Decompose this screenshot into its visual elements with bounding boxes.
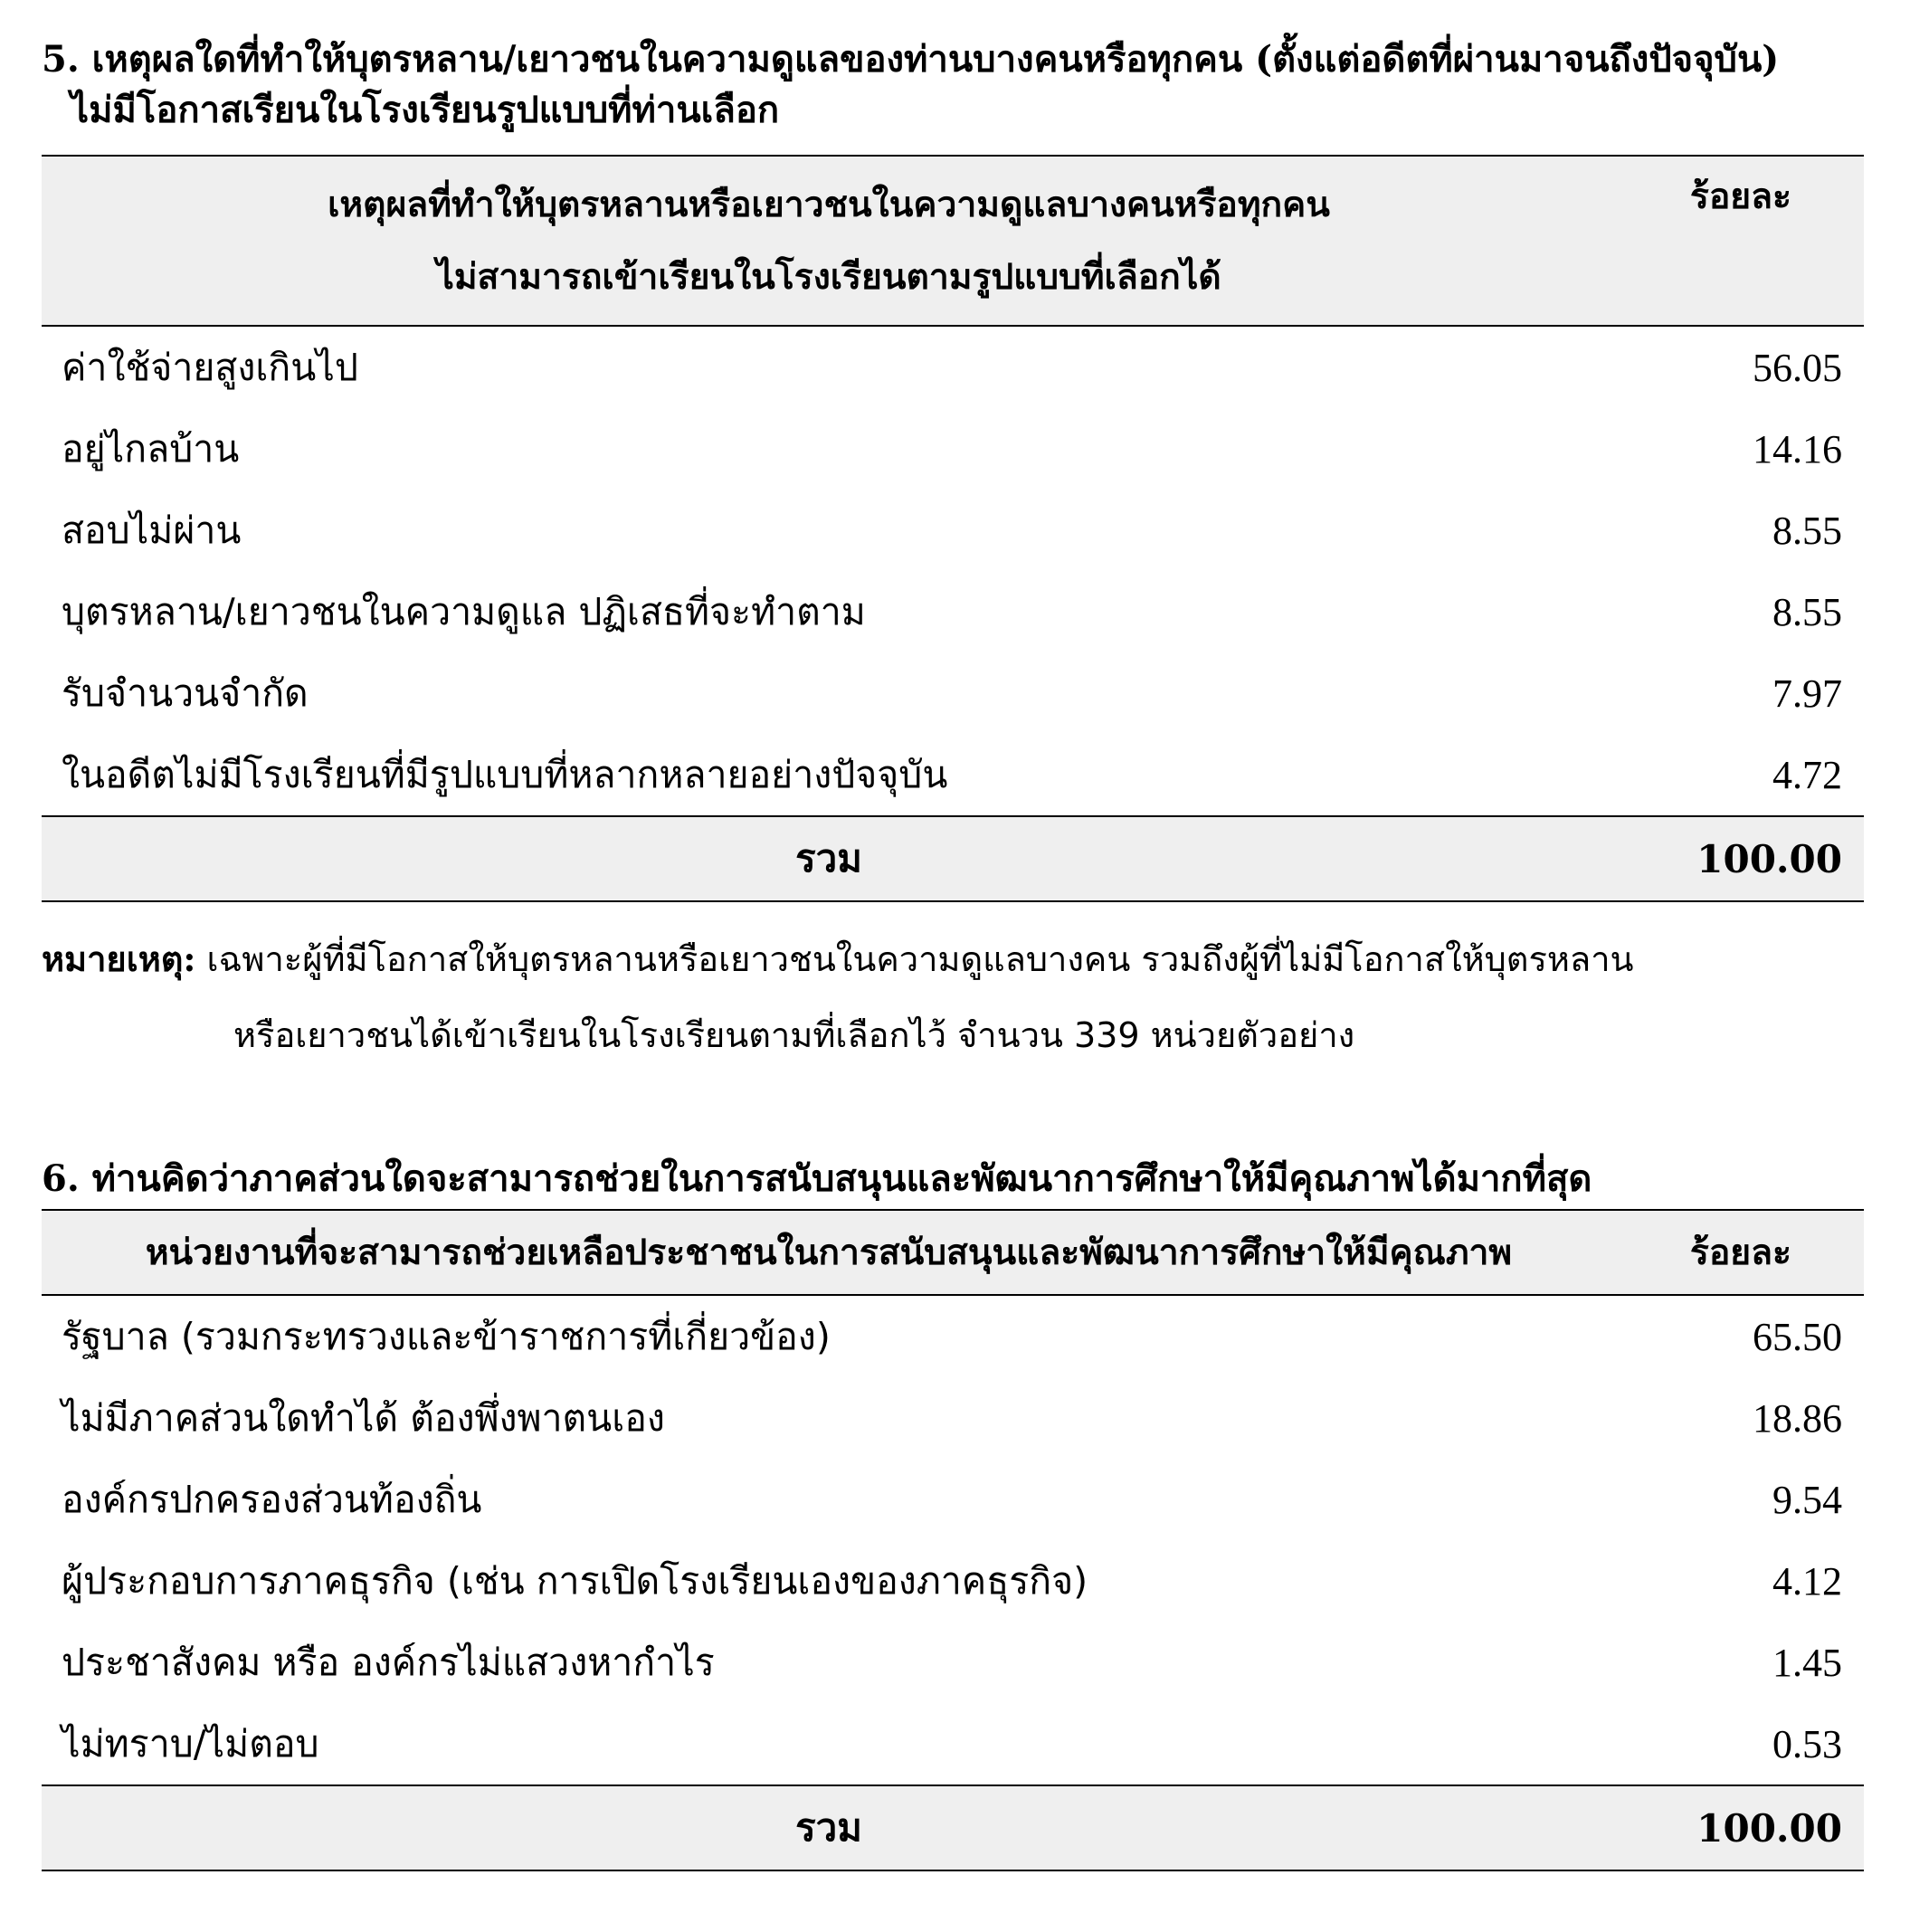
row-value: 14.16: [1753, 426, 1842, 471]
row-label: สอบไม่ผ่าน: [62, 508, 242, 552]
row-label: อยู่ไกลบ้าน: [62, 426, 240, 471]
row-label: ในอดีตไม่มีโรงเรียนที่มีรูปแบบที่หลากหลายอย่างปัจจุบัน: [62, 752, 948, 796]
table-row: [42, 734, 1864, 816]
q6-header-label: หน่วยงานที่จะสามารถช่วยเหลือประชาชนในการสนับสนุนและพัฒนาการศึกษาให้มีคุณภาพ: [42, 1210, 1616, 1295]
table-row: [42, 1540, 1864, 1622]
row-label: ผู้ประกอบการภาคธุรกิจ (เช่น การเปิดโรงเรียนเองของภาคธุรกิจ): [62, 1558, 1088, 1603]
table-row: [42, 1703, 1864, 1785]
row-value: 56.05: [1753, 345, 1842, 390]
q6-total-row: [42, 1785, 1864, 1870]
q5-header-pct: ร้อยละ: [1616, 156, 1864, 326]
row-value: 7.97: [1772, 671, 1842, 716]
q5-title-line1: 5. เหตุผลใดที่ทำให้บุตรหลาน/เยาวชนในความดูแลของท่านบางคนหรือทุกคน (ตั้งแต่อดีตที่ผ่านมาจนถึงปัจจุบัน): [42, 38, 1780, 81]
row-label: ประชาสังคม หรือ องค์กรไม่แสวงหากำไร: [62, 1640, 715, 1684]
total-label: รวม: [42, 816, 1616, 901]
note-label: หมายเหตุ:: [42, 938, 196, 979]
row-value: 1.45: [1772, 1640, 1842, 1685]
q5-header-line1: เหตุผลที่ทำให้บุตรหลานหรือเยาวชนในความดูแลบางคนหรือทุกคน: [328, 184, 1330, 225]
row-label: ไม่ทราบ/ไม่ตอบ: [62, 1721, 319, 1765]
total-value: 100.00: [1616, 816, 1864, 901]
table-row: [42, 1622, 1864, 1703]
row-label: ไม่มีภาคส่วนใดทำได้ ต้องพึ่งพาตนเอง: [62, 1395, 665, 1440]
row-value: 0.53: [1772, 1721, 1842, 1766]
total-value: 100.00: [1616, 1785, 1864, 1870]
note: [42, 918, 1887, 1076]
table-row: [42, 408, 1864, 490]
q6-header-row: [42, 1210, 1864, 1295]
table-row: [42, 652, 1864, 734]
row-value: 8.55: [1772, 508, 1842, 553]
row-label: องค์กรปกครองส่วนท้องถิ่น: [62, 1477, 482, 1521]
q6-table: [42, 1209, 1864, 1871]
note-line1: เฉพาะผู้ที่มีโอกาสให้บุตรหลานหรือเยาวชนในความดูแลบางคน รวมถึงผู้ที่ไม่มีโอกาสให้บุตรหลาน: [206, 939, 1634, 979]
q5-header-line2: ไม่สามารถเข้าเรียนในโรงเรียนตามรูปแบบที่เลือกได้: [436, 256, 1221, 298]
total-label: รวม: [42, 1785, 1616, 1870]
row-value: 4.12: [1772, 1558, 1842, 1604]
q5-title: [42, 34, 1887, 136]
row-value: 65.50: [1753, 1314, 1842, 1359]
q5-header-row: [42, 156, 1864, 326]
table-row: [42, 326, 1864, 408]
row-value: 18.86: [1753, 1395, 1842, 1441]
q5-header-label: [42, 156, 1616, 326]
table-row: [42, 490, 1864, 571]
q5-table: [42, 155, 1864, 902]
table-row: [42, 571, 1864, 652]
q6-title: 6. ท่านคิดว่าภาคส่วนใดจะสามารถช่วยในการสนับสนุนและพัฒนาการศึกษาให้มีคุณภาพได้มากที่สุด: [42, 1157, 1592, 1200]
q5-title-line2: ไม่มีโอกาสเรียนในโรงเรียนรูปแบบที่ท่านเลือก: [71, 89, 780, 131]
table-row: [42, 1459, 1864, 1540]
row-label: บุตรหลาน/เยาวชนในความดูแล ปฏิเสธที่จะทำตาม: [62, 589, 866, 633]
row-value: 9.54: [1772, 1477, 1842, 1522]
row-value: 8.55: [1772, 589, 1842, 634]
row-value: 4.72: [1772, 752, 1842, 797]
q6-header-pct: ร้อยละ: [1616, 1210, 1864, 1295]
row-label: รับจำนวนจำกัด: [62, 671, 309, 715]
q5-total-row: [42, 816, 1864, 901]
table-row: [42, 1295, 1864, 1377]
row-label: ค่าใช้จ่ายสูงเกินไป: [62, 345, 358, 389]
table-row: [42, 1377, 1864, 1459]
note-line2: หรือเยาวชนได้เข้าเรียนในโรงเรียนตามที่เลือกไว้ จำนวน 339 หน่วยตัวอย่าง: [233, 1015, 1355, 1055]
row-label: รัฐบาล (รวมกระทรวงและข้าราชการที่เกี่ยวข้อง): [62, 1314, 831, 1358]
